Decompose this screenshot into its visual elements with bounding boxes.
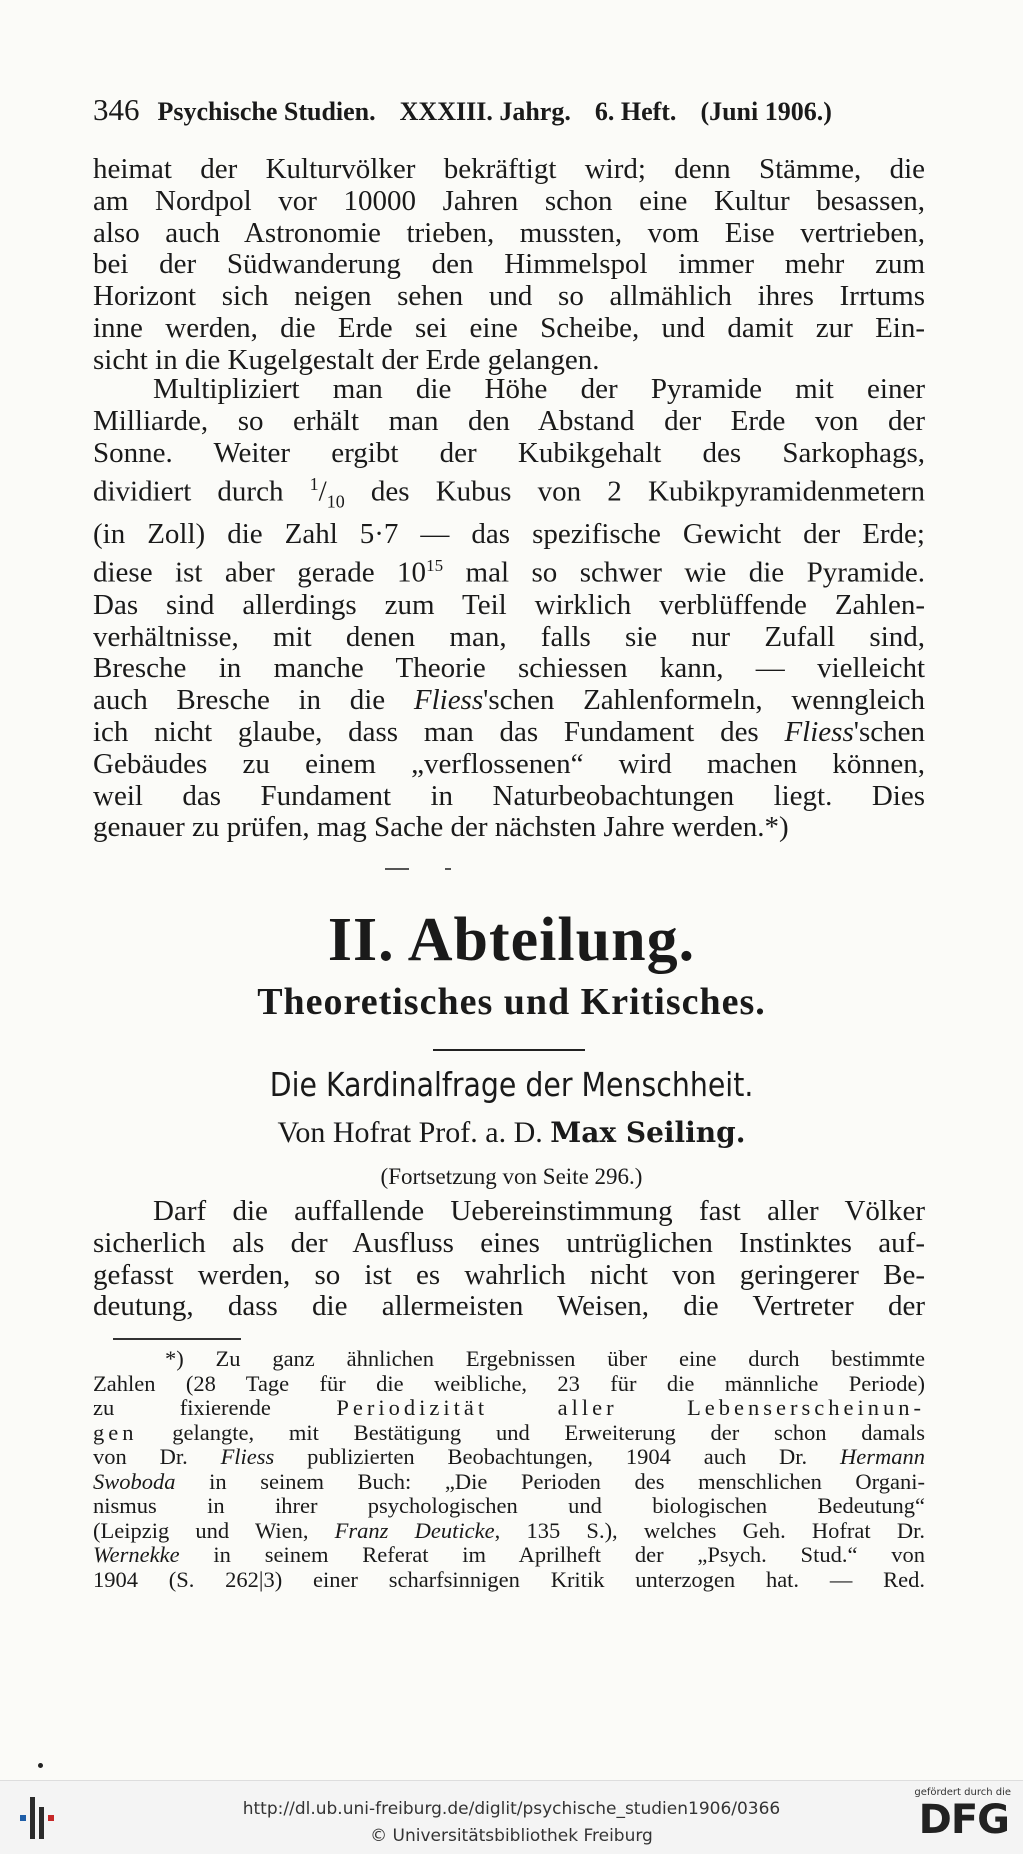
fraction-denominator: 10 xyxy=(326,491,345,512)
sponsor-caption: gefördert durch die xyxy=(914,1787,1011,1798)
text-line: inne werden, die Erde sei eine Scheibe, und damit zur Ein- xyxy=(93,311,925,344)
paragraph-2 xyxy=(93,374,925,844)
divider xyxy=(433,1049,585,1051)
footnote-line xyxy=(93,1519,925,1544)
text-run: des Kubus von 2 Kubikpyramidenmetern xyxy=(344,476,925,509)
footnote-line: Zahlen (28 Tage für die weibliche, 23 für die männliche Periode) xyxy=(93,1370,925,1396)
text-line: deutung, dass die allermeisten Weisen, die Vertreter der xyxy=(93,1290,925,1323)
footnote-line: nismus in ihrer psychologischen und biologischen Bedeutung“ xyxy=(93,1493,925,1518)
byline xyxy=(0,1116,1023,1150)
separator-dash xyxy=(445,868,451,870)
text-line: Darf die auffallende Uebereinstimmung fast aller Völker xyxy=(153,1195,925,1227)
article-title: Die Kardinalfrage der Menschheit. xyxy=(269,1065,754,1104)
spaced-text: gen xyxy=(93,1419,138,1445)
text-run: von Dr. xyxy=(93,1444,221,1469)
text-run: zu fixierende xyxy=(93,1395,337,1420)
journal-name: Psychische Studien. xyxy=(157,97,376,126)
text-line: weil das Fundament in Naturbeobachtungen liegt. Dies xyxy=(93,779,925,812)
footnote-line xyxy=(93,1421,925,1446)
text-line: Gebäudes zu einem „verflossenen“ wird machen können, xyxy=(93,747,925,780)
footnote xyxy=(93,1347,925,1592)
person-name: Hermann xyxy=(840,1444,925,1469)
footnote-line xyxy=(93,1396,925,1421)
page-number: 346 xyxy=(93,92,140,127)
text-run: gelangte, mit Bestätigung und Erweiterung der schon damals xyxy=(137,1419,925,1445)
text-run: , 135 S.), welches Geh. Hofrat Dr. xyxy=(494,1517,925,1543)
text-line xyxy=(93,550,925,589)
person-name: Fliess xyxy=(413,684,484,717)
text-run: publizierten Beobachtungen, 1904 auch Dr. xyxy=(274,1444,840,1469)
text-line: bei der Südwanderung den Himmelspol immer mehr zum xyxy=(93,248,925,281)
text-run: dividiert durch xyxy=(93,476,310,509)
footnote-line: 1904 (S. 262|3) einer scharfsinnigen Kritik unterzogen hat. — Red. xyxy=(93,1566,925,1592)
continuation-note: (Fortsetzung von Seite 296.) xyxy=(380,1164,643,1189)
text-line: dividiert durch $^1/_{10}$ des Kubus von 2 Kubikpyramidenmetern xyxy=(93,474,925,512)
text-run: ich nicht glaube, dass man das Fundament des xyxy=(93,716,785,749)
text-line: Bresche in manche Theorie schiessen kann, — vielleicht xyxy=(93,652,925,685)
text-line: Sonne. Weiter ergibt der Kubikgehalt des Sarkophags, xyxy=(93,436,925,469)
text-line: heimat der Kulturvölker bekräftigt wird; denn Stämme, die xyxy=(93,153,925,185)
separator-dash xyxy=(385,868,409,870)
running-header xyxy=(93,92,933,128)
section-title: II. Abteilung. xyxy=(327,906,696,974)
text-run: auch Bresche in die xyxy=(93,684,414,717)
paragraph-3 xyxy=(93,1196,925,1323)
person-name: Wernekke xyxy=(93,1542,180,1567)
text-line: Milliarde, so erhält man den Abstand der Erde von der xyxy=(93,404,925,437)
text-line: sicherlich als der Ausfluss eines untrüglichen Instinktes auf- xyxy=(93,1226,925,1259)
issue-date: (Juni 1906.) xyxy=(700,97,832,126)
text-line: (in Zoll) die Zahl 5·7 — das spezifische Gewicht der Erde; xyxy=(93,517,925,550)
text-line: Multipliziert man die Höhe der Pyramide mit einer xyxy=(153,373,925,405)
footnote-line xyxy=(93,1470,925,1495)
copyright-notice: © Universitätsbibliothek Freiburg xyxy=(370,1826,653,1846)
text-line: verhältnisse, mit denen man, falls sie nur Zufall sind, xyxy=(93,620,925,653)
footnote-rule xyxy=(113,1338,241,1340)
text-run: mal so schwer wie die Pyramide. xyxy=(443,557,925,590)
scan-speck xyxy=(38,1763,43,1768)
paragraph-1 xyxy=(93,154,925,377)
person-name: Fliess xyxy=(784,716,854,749)
section-subtitle: Theoretisches und Kritisches. xyxy=(257,981,766,1023)
footnote-line xyxy=(93,1445,925,1470)
dfg-logo[interactable]: DFG xyxy=(918,1797,1009,1843)
text-run: (Leipzig und Wien, xyxy=(93,1517,335,1543)
text-run: 'schen Zahlenformeln, wenngleich xyxy=(483,684,925,717)
footnote-line: *) Zu ganz ähnlichen Ergebnissen über eine durch bestimmte xyxy=(165,1346,925,1371)
spaced-text: Periodizität aller Lebenserscheinun- xyxy=(336,1395,925,1420)
text-run: diese ist aber gerade 10 xyxy=(93,557,427,590)
publisher-name: Franz Deuticke xyxy=(334,1517,495,1543)
text-line: gefasst werden, so ist es wahrlich nicht von geringerer Be- xyxy=(93,1258,925,1291)
text-line: genauer zu prüfen, mag Sache der nächsten Jahre werden.*) xyxy=(93,811,789,844)
permalink[interactable]: http://dl.ub.uni-freiburg.de/diglit/psychische_studien1906/0366 xyxy=(242,1799,781,1819)
text-run: 'schen xyxy=(853,716,925,749)
text-line: am Nordpol vor 10000 Jahren schon eine Kultur besassen, xyxy=(93,184,925,217)
person-name: Swoboda xyxy=(93,1468,176,1494)
fraction-numerator: 1 xyxy=(309,474,319,495)
text-line xyxy=(93,685,925,717)
exponent: 15 xyxy=(426,556,444,576)
footnote-line xyxy=(93,1543,925,1568)
text-run: in seinem Buch: „Die Perioden des menschlichen Organi- xyxy=(175,1468,925,1494)
person-name: Fliess xyxy=(220,1444,275,1469)
volume: XXXIII. Jahrg. xyxy=(399,97,571,126)
text-line: also auch Astronomie trieben, mussten, vom Eise vertrieben, xyxy=(93,216,925,249)
text-run: in seinem Referat im Aprilheft der „Psych. Stud.“ von xyxy=(179,1542,925,1567)
issue: 6. Heft. xyxy=(594,97,677,126)
text-line: sicht in die Kugelgestalt der Erde gelangen. xyxy=(93,343,600,376)
text-line: Das sind allerdings zum Teil wirklich verblüffende Zahlen- xyxy=(93,588,925,621)
byline-prefix: Von Hofrat Prof. a. D. xyxy=(277,1116,551,1149)
text-line: Horizont sich neigen sehen und so allmählich ihres Irrtums xyxy=(93,280,925,313)
text-line xyxy=(93,717,925,749)
author-name: Max Seiling. xyxy=(550,1116,746,1149)
